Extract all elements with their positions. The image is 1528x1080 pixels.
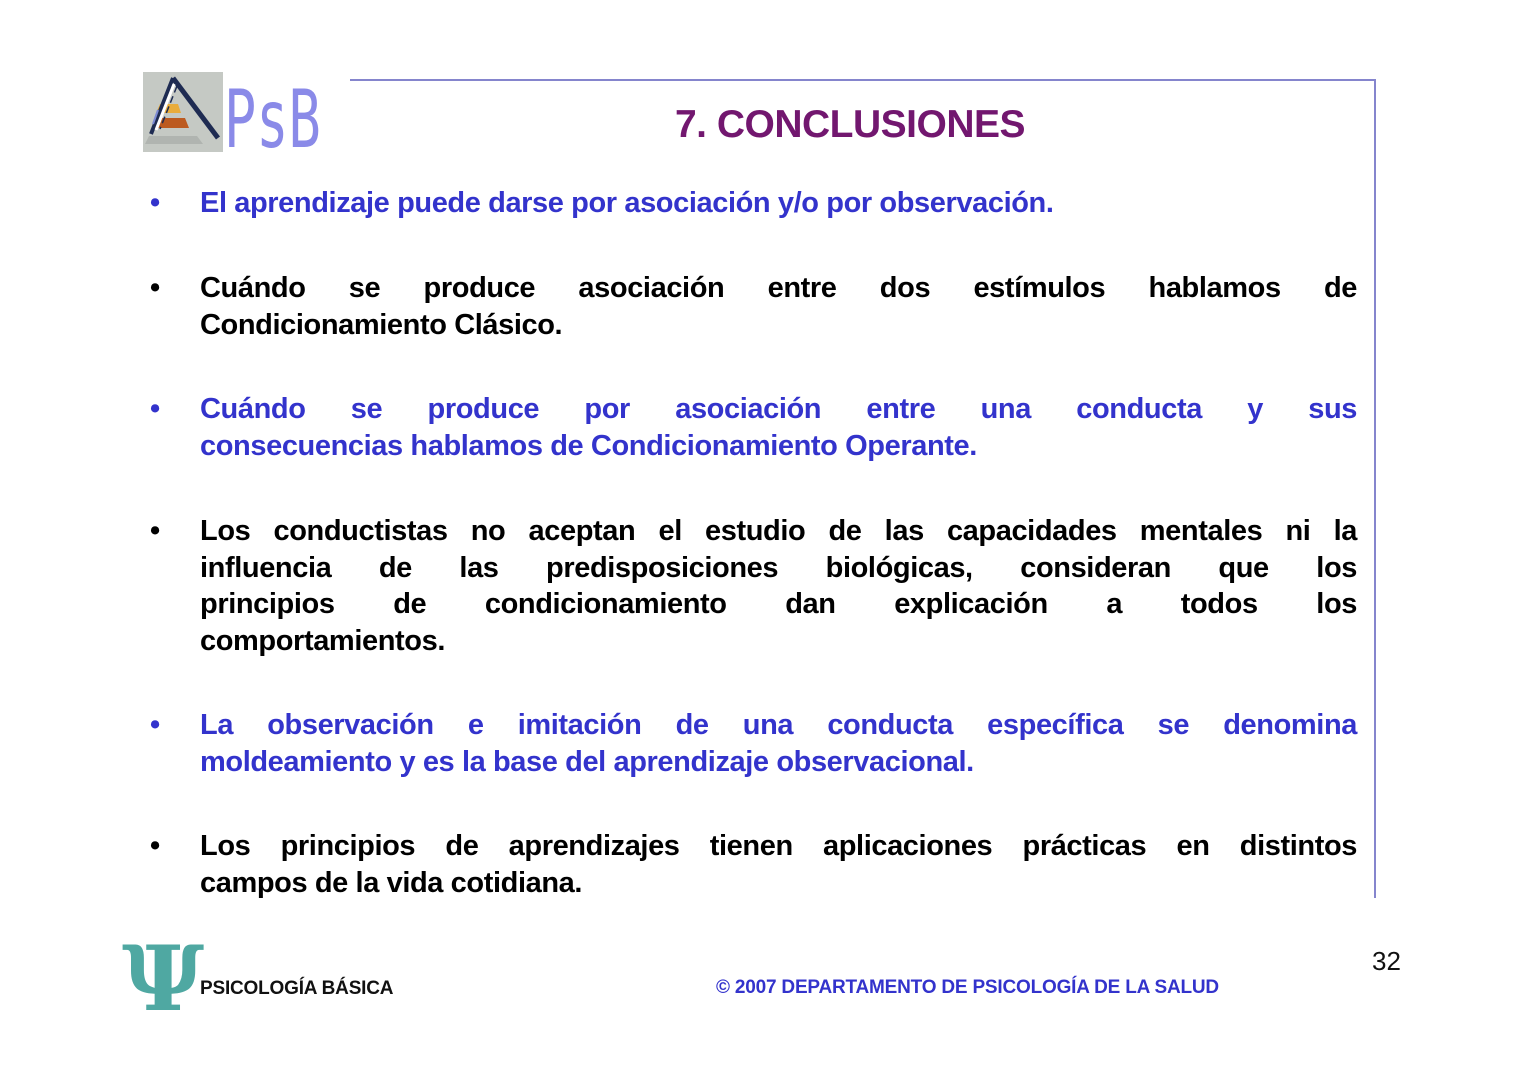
bullet-line: comportamientos. (200, 624, 445, 657)
mountain-triangle-icon (143, 72, 223, 152)
bullet-line: Cuándo se produce asociación entre dos estímulos hablamos de (200, 272, 1357, 304)
bullet-text (200, 391, 1357, 464)
bullet-text (200, 513, 1357, 659)
bullet-marker-icon: • (150, 709, 161, 741)
bullet-item (150, 185, 1360, 222)
university-logo (143, 72, 223, 152)
bullet-marker-icon: • (150, 272, 161, 304)
footer-course-label: PSICOLOGÍA BÁSICA (200, 978, 394, 999)
bullet-marker-icon: • (150, 393, 161, 425)
top-border-line (350, 79, 1376, 81)
bullet-item (150, 513, 1360, 659)
bullet-line: Condicionamiento Clásico. (200, 308, 563, 341)
bullet-item (150, 270, 1360, 343)
bullet-line: Cuándo se produce por asociación entre una conducta y sus (200, 393, 1357, 425)
psi-icon: Ψ (122, 926, 205, 1032)
page-number: 32 (1372, 946, 1401, 976)
logo-psb-letters: PsB (224, 73, 321, 166)
bullet-line: influencia de las predisposiciones biológicas, consideran que los (200, 551, 1357, 584)
bullet-marker-icon: • (150, 830, 161, 862)
bullet-line: consecuencias hablamos de Condicionamiento Operante. (200, 429, 977, 462)
bullet-line: campos de la vida cotidiana. (200, 866, 583, 899)
bullet-text (200, 270, 1357, 343)
bullet-marker-icon: • (150, 187, 161, 219)
bullet-marker-icon: • (150, 515, 161, 547)
bullet-item (150, 391, 1360, 464)
footer-copyright: © 2007 DEPARTAMENTO DE PSICOLOGÍA DE LA SALUD (716, 977, 1219, 998)
bullet-item (150, 707, 1360, 780)
bullet-text (200, 707, 1357, 780)
slide-title: 7. CONCLUSIONES (674, 103, 1026, 146)
bullet-line: Los conductistas no aceptan el estudio de las capacidades mentales ni la (200, 515, 1357, 547)
bullet-line: moldeamiento y es la base del aprendizaje observacional. (200, 745, 974, 778)
bullet-line: El aprendizaje puede darse por asociación y/o por observación. (200, 187, 1054, 219)
bullet-line: Los principios de aprendizajes tienen aplicaciones prácticas en distintos (200, 830, 1357, 862)
bullet-text (200, 828, 1357, 901)
bullet-line: La observación e imitación de una conducta específica se denomina (200, 709, 1357, 741)
bullet-line: principios de condicionamiento dan explicación a todos los (200, 588, 1357, 620)
bullet-item (150, 828, 1360, 901)
bullet-text (200, 185, 1357, 222)
right-border-line (1374, 79, 1376, 898)
